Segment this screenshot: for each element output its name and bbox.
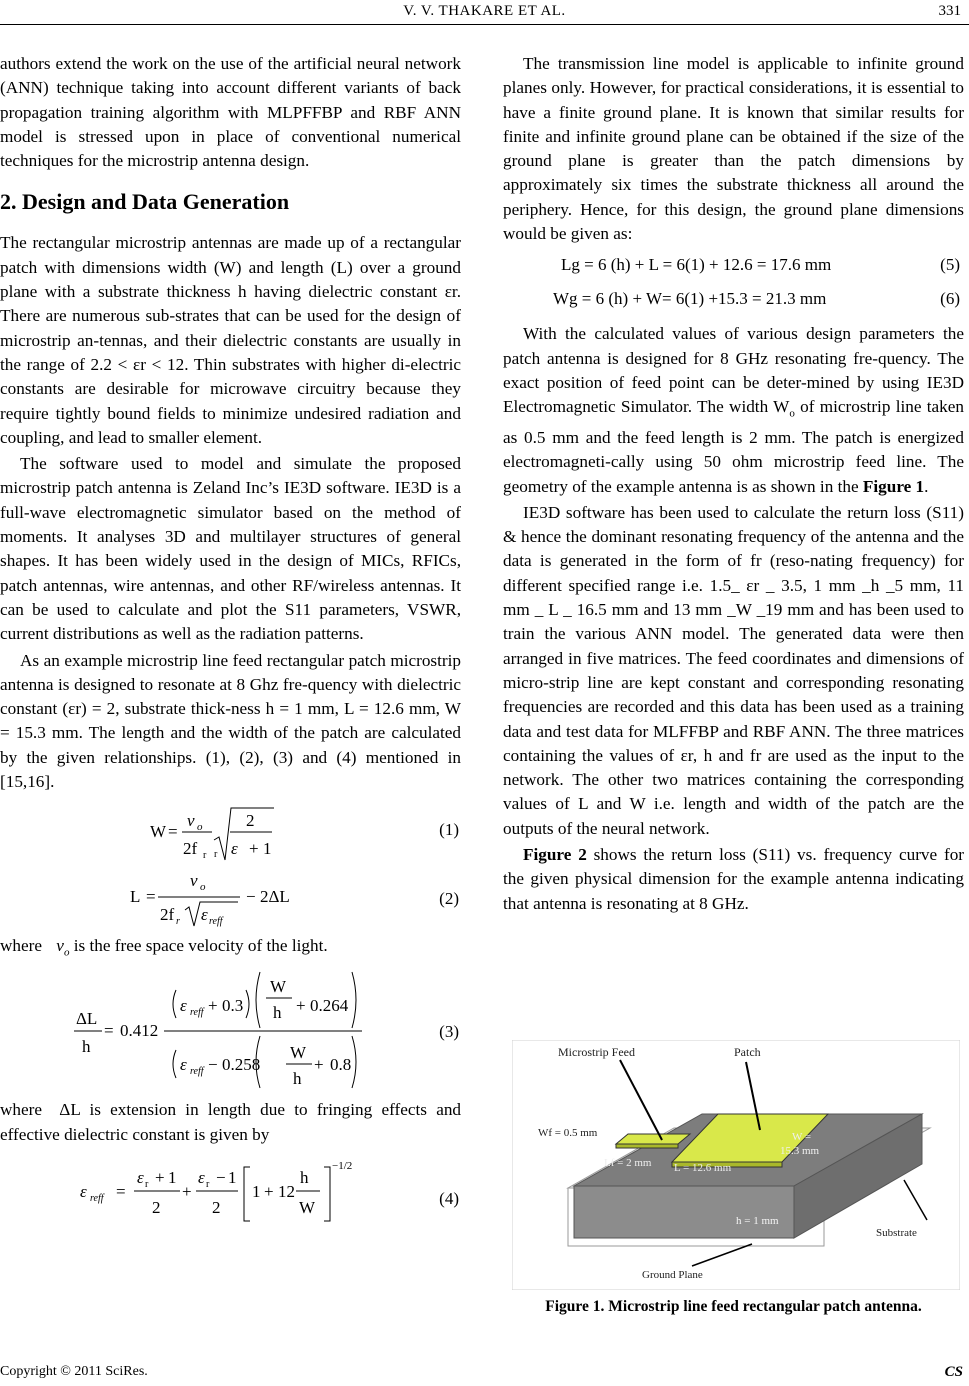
eq3-W-n: W [270, 977, 287, 997]
paragraph-example: As an example microstrip line feed rectangular patch microstrip antenna is designed to resonate at 8 Ghz fre-quency with dielectric constant (εr) = 2, substrate thick-ness h = 1 mm, L = 12.6 mm, W = 15.3 mm. The length and the width of the patch are calculated by the given relationships. (1), (2), (3) and (4) mentioned in [15,16]. [0, 650, 461, 792]
p2-fig-ref[interactable]: Figure 1 [862, 476, 925, 496]
eq2-2dl: 2ΔL [260, 887, 290, 907]
paragraph-figure2 [503, 843, 964, 916]
figure-1-diagram [512, 1040, 960, 1290]
p2-b: of microstrip line taken as 0.5 mm and the feed length is 2 mm. The patch is energized electromagneti-cally using 50 ohm microstrip feed line. The geometry of the example antenna is as shown in the [503, 397, 964, 496]
eq4-plus2: + [182, 1181, 192, 1201]
eq1-r2: r [214, 849, 218, 861]
equation-2-graphic [0, 864, 461, 930]
eq6-number: (6) [940, 289, 960, 309]
eq3-0264: 0.264 [310, 996, 349, 1016]
eq3-eps-n: ε [180, 996, 187, 1016]
eq2-eps: ε [201, 905, 208, 925]
where-deltal-paragraph [0, 1098, 461, 1147]
eq4-W: W [299, 1197, 316, 1217]
eq2-r: r [176, 916, 180, 928]
where-dl-b: is extension in length due to fringing effects and effective dielectric constant is given by [0, 1100, 462, 1144]
equation-4 [0, 1155, 461, 1225]
figure-1-caption: Figure 1. Microstrip line feed rectangular patch antenna. [545, 1298, 922, 1315]
eq4-12: 12 [278, 1181, 295, 1201]
eq4-r1: r [145, 1178, 149, 1190]
paragraph-ie3d: IE3D software has been used to calculate the return loss (S11) & hence the dominant resonating frequency of the antenna and the data is generated in the form of fr (reso-nating frequency) for different specified range i.e. 1.5_ εr _ 3.5, 1 mm _h _5 mm, 11 mm _ L _ 16.5 mm and 13 mm _W _19 mm and has been used to train the various ANN model. The generated data were then arranged in five matrices. The feed coordinates and dimensions of micro-strip line are kept constant and corresponding resonating frequencies are recorded and this data has been used as a training data and test data for MLFFBP and RBF ANN. The three matrices containing the values of εr, h and fr are used as the input to the network. The other two matrices containing the corresponding values of L and W i.e. length and width of the patch are the outputs of the neural network. [503, 502, 964, 838]
footer-copyright: Copyright © 2011 SciRes. [0, 1364, 148, 1379]
p2-sub: o [789, 407, 795, 420]
eq4-2b: 2 [212, 1197, 221, 1217]
eq3-h-d: h [293, 1069, 302, 1089]
paragraph-software: The software used to model and simulate the proposed microstrip patch antenna is Zeland Inc’s IE3D software. IE3D is a full-wave electromagnetic simulator based on the method of moments. It analyses 3D and multilayer structures of general shapes. It has been widely used in the design of MICs, RFICs, patch antennas, wire antennas, and other RF/wireless antennas. It can be used to calculate and plot the S11 parameters, VSWR, current distributions as well as the radiation patterns. [0, 454, 461, 644]
equation-3 [0, 966, 461, 1094]
eq2-number: (2) [439, 889, 459, 909]
page-header [0, 0, 969, 25]
eq3-h-n: h [273, 1003, 282, 1023]
eq3-eq: = [104, 1021, 114, 1041]
label-w-line2: 15.3 mm [780, 1145, 820, 1157]
eq3-number: (3) [439, 1022, 459, 1042]
eq5-text: Lg = 6 (h) + L = 6(1) + 12.6 = 17.6 mm [561, 255, 832, 275]
eq2-v: v [190, 871, 198, 891]
eq1-r: r [203, 850, 207, 862]
p2-a: With the calculated values of various design parameters the patch antenna is designed for 8 GHz resonating fre-quency. The exact position of feed point can be deter-mined by using IE3D Electromagnetic Simulator. The width W [503, 324, 964, 417]
label-lf: Lf = 2 mm [604, 1157, 652, 1169]
eq3-W-d: W [290, 1043, 307, 1063]
equation-1 [0, 800, 461, 864]
eq3-plus-d: + [314, 1055, 324, 1075]
equation-5 [503, 252, 964, 278]
page-number: 331 [938, 3, 961, 19]
label-h: h = 1 mm [736, 1215, 779, 1227]
eq6-text: Wg = 6 (h) + W= 6(1) +15.3 = 21.3 mm [553, 289, 827, 309]
eq4-reff: reff [90, 1192, 104, 1204]
eq4-plus1: + [155, 1167, 165, 1187]
eq3-plus-n: + [208, 996, 218, 1016]
eq4-eps1: ε [137, 1167, 144, 1187]
right-column [503, 52, 964, 916]
where-vo-line [0, 934, 461, 964]
eq4-exp: −1/2 [332, 1159, 353, 1172]
eq2-eq: = [146, 887, 156, 907]
where-dl-sym: ΔL [59, 1100, 81, 1120]
eq4-eq: = [116, 1181, 126, 1201]
eq1-W: W [150, 822, 167, 842]
eq4-1b: 1 [228, 1167, 237, 1187]
footer-journal: CS [944, 1364, 963, 1380]
eq1-2: 2 [246, 811, 255, 831]
eq4-eps2: ε [198, 1167, 205, 1187]
p4-fig-ref[interactable]: Figure 2 [523, 845, 587, 865]
eq5-number: (5) [940, 255, 960, 275]
eq3-minus-d: − [208, 1055, 218, 1075]
eq3-reff-d: reff [190, 1066, 204, 1078]
label-wf: Wf = 0.5 mm [538, 1127, 598, 1139]
paragraph-intro-end: authors extend the work on the use of the artificial neural network (ANN) technique taking into account different variants of back propagation training algorithm with MLPFFBP and RBF ANN model is stressed upon in place of conventional numerical techniques for the microstrip antenna design. [0, 54, 461, 171]
where-vo-b: is the free space velocity of the light. [73, 936, 328, 956]
eq1-eq: = [168, 822, 178, 842]
equation-2 [0, 864, 461, 930]
eq3-08: 0.8 [330, 1055, 352, 1075]
label-substrate: Substrate [876, 1227, 917, 1239]
equation-1-graphic [0, 800, 461, 864]
running-title: V. V. THAKARE ET AL. [403, 3, 566, 19]
eq2-L: L [130, 887, 141, 907]
eq4-2a: 2 [152, 1197, 161, 1217]
eq4-minus: − [216, 1167, 226, 1187]
label-l: L = 12.6 mm [674, 1162, 732, 1174]
figure-1 [512, 1040, 960, 1290]
p4-text: shows the return loss (S11) vs. frequency curve for the given physical dimension for the example antenna indicating that antenna is resonating at 8 GHz. [503, 845, 965, 913]
where-vo-v: v [56, 936, 64, 956]
left-column [0, 52, 461, 1225]
eq2-reff: reff [209, 916, 223, 928]
eq1-v: v [187, 811, 195, 831]
where-vo-o: o [63, 946, 70, 959]
eq2-minus: − [246, 887, 256, 907]
paragraph-design: The rectangular microstrip antennas are made up of a rectangular patch with dimensions width (W) and length (L) over a ground plane with a substrate thickness h having dielectric constant εr. There are numerous sub-strates that can be used for the design of microstrip an-tennas, and their dielectric constants are usually in the range of 2.2 < εr < 12. Thin substrates with higher di-electric constants are desirable for microwave circuitry because they require tightly bound fields to minimize undesired radiation and coupling, and lead to smaller element. [0, 233, 461, 447]
eq3-03: 0.3 [222, 996, 244, 1016]
label-w-line1: W = [792, 1131, 812, 1143]
eq1-eps: ε [231, 839, 238, 859]
eq3-0258: 0.258 [222, 1055, 261, 1075]
paragraph-ground-plane: The transmission line model is applicable to infinite ground planes only. However, for practical considerations, it is essential to have a finite ground plane. It is known that similar results for finite and infinite ground plane can be obtained if the size of the ground plane is greater than the patch dimensions by approximately six times the substrate thickness all around the periphery. Hence, for this design, the ground plane dimensions would be given as: [503, 54, 964, 244]
eq1-o: o [197, 821, 203, 834]
equation-3-graphic [0, 966, 461, 1094]
eq3-eps-d: ε [180, 1055, 187, 1075]
eq4-eps: ε [80, 1181, 87, 1201]
eq4-1c: 1 [252, 1181, 261, 1201]
eq1-2f: 2f [183, 839, 198, 859]
equation-6 [503, 286, 964, 312]
eq4-plus3: + [264, 1181, 274, 1201]
label-patch: Patch [734, 1045, 761, 1059]
paragraph-design-params [503, 322, 964, 499]
eq2-o: o [200, 881, 206, 894]
where-dl-a: where [0, 1100, 42, 1120]
where-vo-a: where [0, 936, 42, 956]
section-heading: 2. Design and Data Generation [0, 189, 290, 215]
eq4-h: h [300, 1167, 309, 1187]
eq4-1a: 1 [168, 1167, 177, 1187]
eq4-number: (4) [439, 1188, 459, 1208]
eq3-0412: 0.412 [120, 1021, 159, 1041]
eq1-1: 1 [263, 839, 272, 859]
eq3-plus2-n: + [296, 996, 306, 1016]
eq3-reff-n: reff [190, 1007, 204, 1019]
label-ground-plane: Ground Plane [642, 1269, 703, 1281]
eq3-dl: ΔL [76, 1009, 98, 1029]
eq1-plus: + [249, 839, 259, 859]
eq2-2f: 2f [160, 905, 175, 925]
eq1-number: (1) [439, 820, 459, 840]
equation-4-graphic [0, 1155, 461, 1225]
p2-c: . [924, 476, 929, 496]
label-microstrip-feed: Microstrip Feed [558, 1045, 635, 1059]
eq4-r2: r [206, 1178, 210, 1190]
eq3-h: h [82, 1037, 91, 1057]
